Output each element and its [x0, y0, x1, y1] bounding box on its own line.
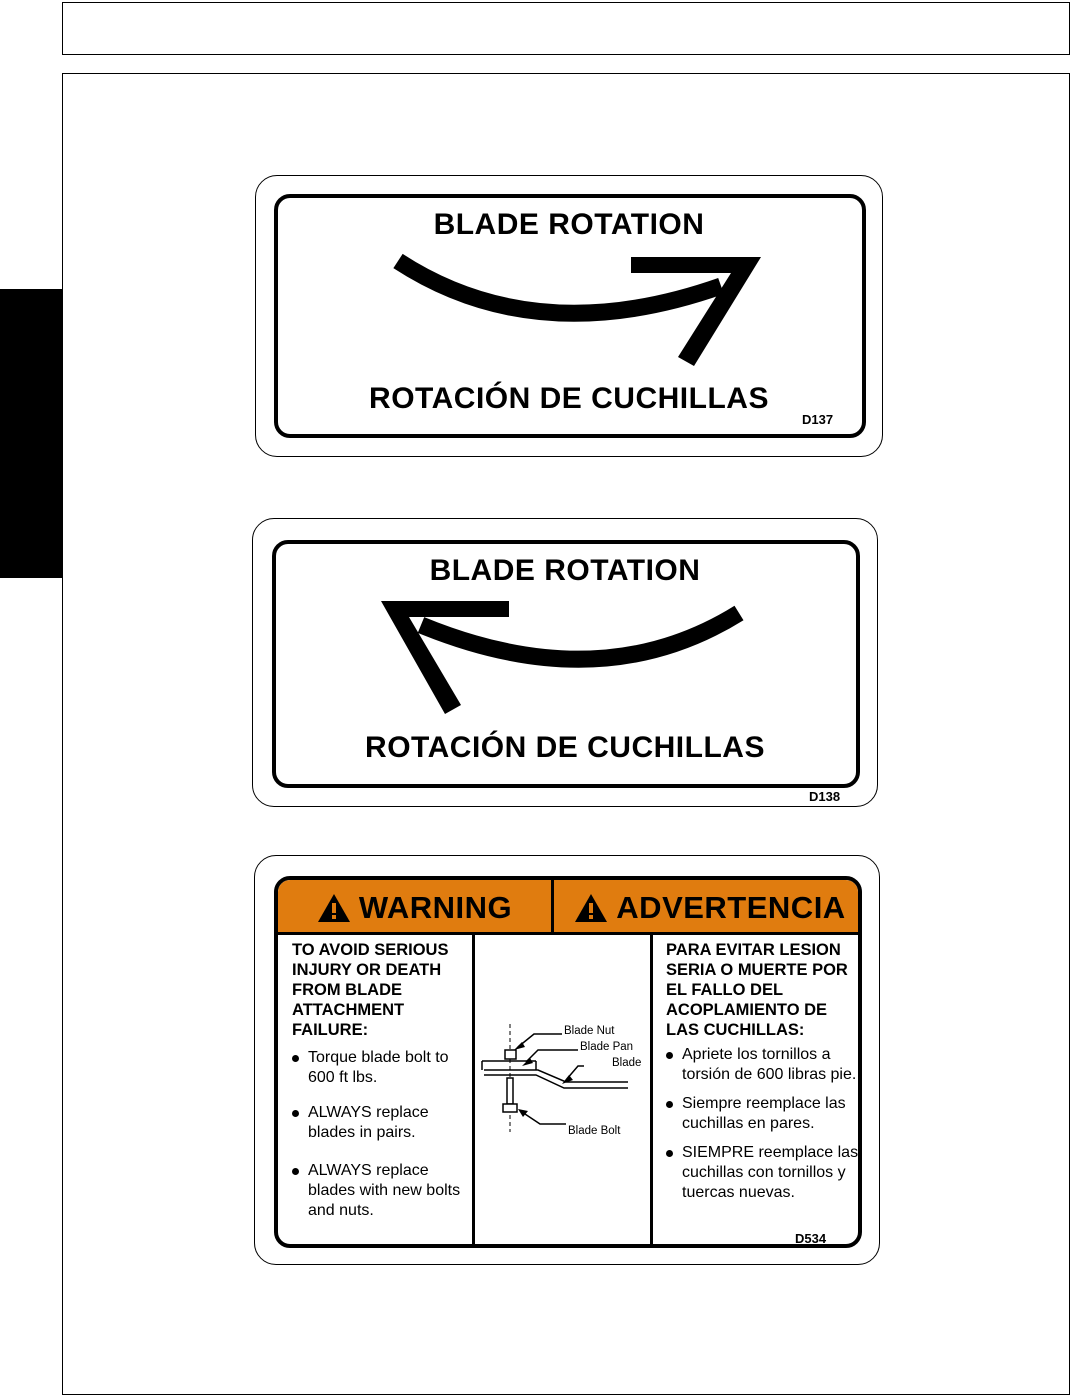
spanish-bullet: Siempre reemplace las cuchillas en pares.: [666, 1094, 862, 1134]
decal-d534: [254, 855, 880, 1265]
decal-d137-subtitle: ROTACIÓN DE CUCHILLAS: [369, 382, 769, 415]
decal-d138-subtitle: ROTACIÓN DE CUCHILLAS: [365, 731, 765, 764]
blade-pan-label: Blade Pan: [580, 1041, 634, 1053]
counterclockwise-arrow-icon: [381, 599, 751, 719]
english-bullet: ALWAYS replace blades with new bolts and nuts.: [292, 1161, 468, 1221]
warning-triangle-icon: [574, 893, 608, 923]
english-bullet: ALWAYS replace blades in pairs.: [292, 1103, 468, 1143]
english-column: [292, 940, 468, 1221]
blade-label: Blade: [612, 1057, 642, 1069]
decal-d137-code: D137: [802, 412, 834, 427]
decal-d138-code: D138: [809, 789, 841, 804]
spanish-column: [666, 940, 862, 1203]
decal-d138: [252, 518, 878, 807]
english-bullet: Torque blade bolt to 600 ft lbs.: [292, 1048, 468, 1088]
spanish-bullet: SIEMPRE reemplace las cuchillas con tornillos y tuercas nuevas.: [666, 1143, 862, 1203]
decal-d138-title: BLADE ROTATION: [429, 554, 701, 587]
advertencia-header: [554, 880, 862, 935]
warning-header: [278, 880, 551, 935]
blade-bolt-label: Blade Bolt: [568, 1125, 621, 1137]
page-header-box: [62, 2, 1070, 55]
warning-label: WARNING: [358, 889, 513, 925]
spanish-heading: PARA EVITAR LESION SERIA O MUERTE POR EL FALLO DEL ACOPLAMIENTO DE LAS CUCHILLAS:: [666, 941, 848, 1039]
decal-d534-code: D534: [795, 1231, 827, 1246]
decal-d137: [255, 175, 883, 457]
decal-d534-border: [274, 876, 862, 1248]
english-heading: TO AVOID SERIOUS INJURY OR DEATH FROM BLADE ATTACHMENT FAILURE:: [292, 941, 449, 1039]
section-tab: [0, 289, 63, 578]
advertencia-label: ADVERTENCIA: [616, 889, 846, 925]
clockwise-arrow-icon: [386, 251, 776, 371]
warning-triangle-icon: [317, 893, 351, 923]
decal-d137-title: BLADE ROTATION: [433, 208, 705, 241]
blade-attachment-diagram: [478, 1020, 648, 1140]
blade-nut-label: Blade Nut: [564, 1025, 615, 1037]
spanish-bullet: Apriete los tornillos a torsión de 600 libras pie.: [666, 1045, 862, 1085]
